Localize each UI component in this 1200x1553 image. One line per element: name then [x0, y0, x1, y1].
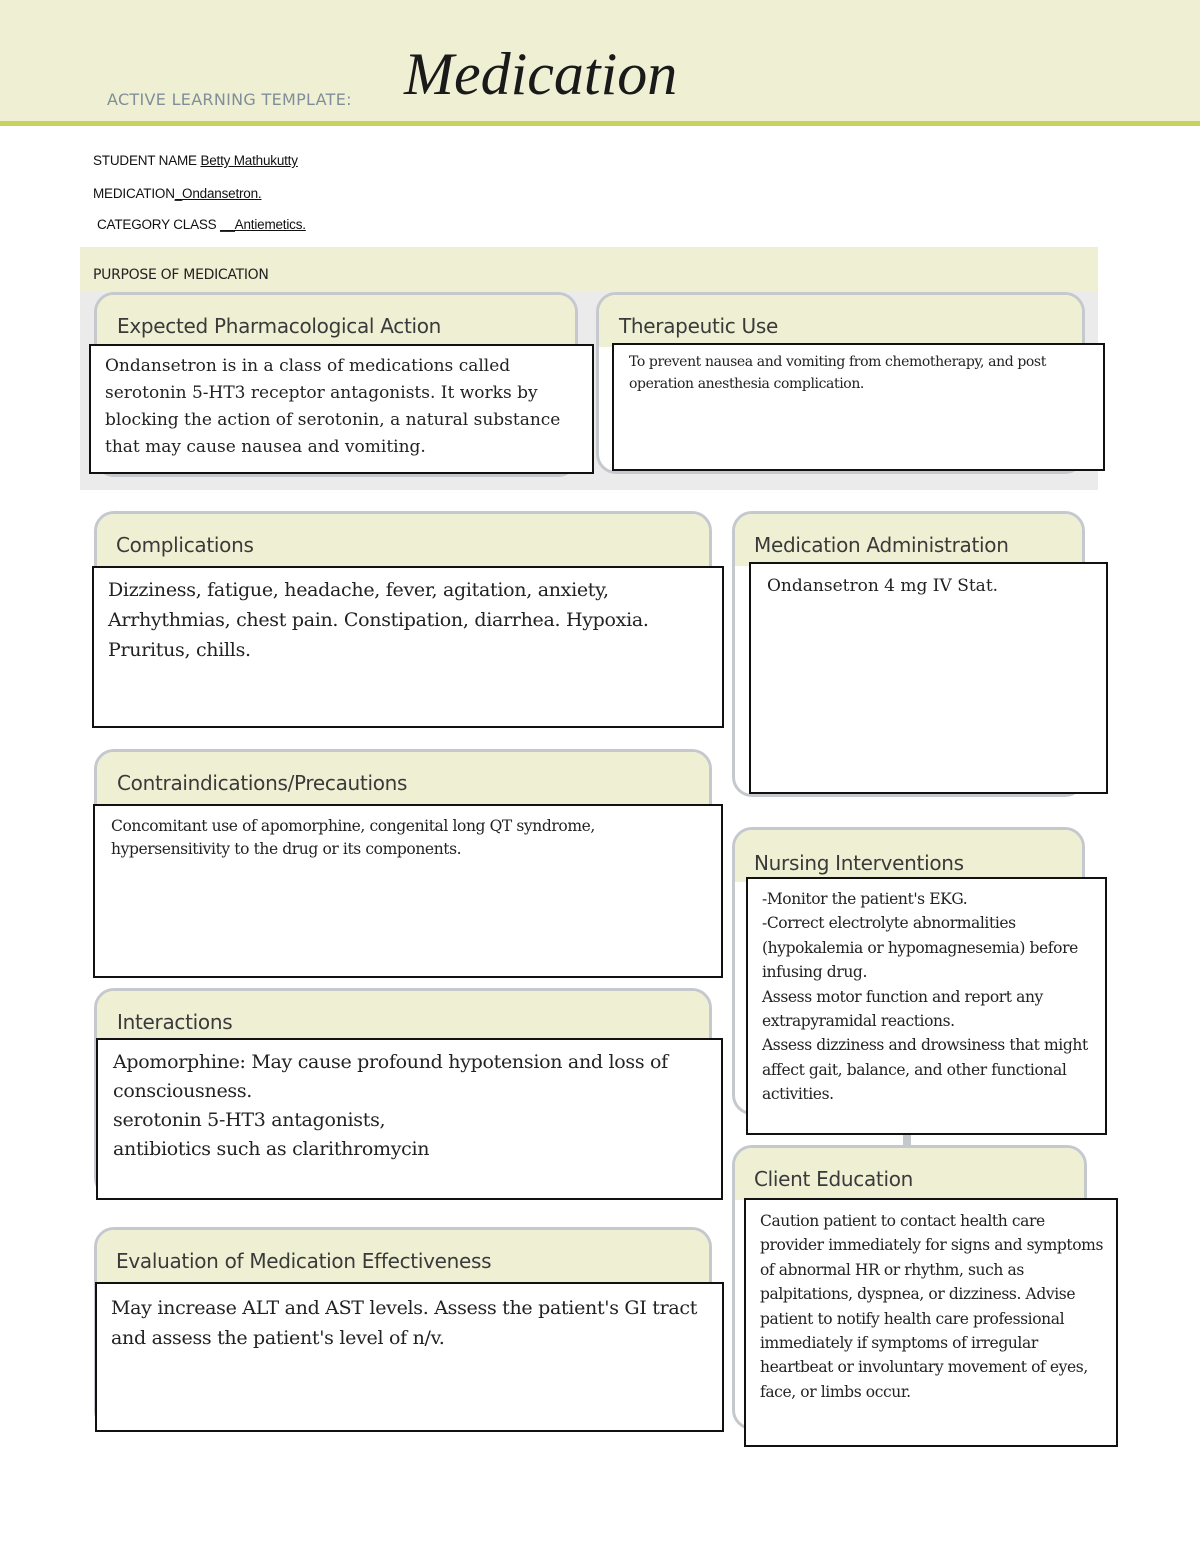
purpose-label: PURPOSE OF MEDICATION — [93, 267, 269, 283]
student-name-value: Betty Mathukutty — [200, 153, 298, 168]
contraindications-text: Concomitant use of apomorphine, congenital long QT syndrome, hypersensitivity to the drug or its components. — [111, 817, 595, 858]
evaluation-box — [95, 1282, 724, 1432]
client-education-box — [744, 1198, 1118, 1447]
contraindications-title: Contraindications/Precautions — [117, 771, 408, 795]
category-label: CATEGORY CLASS — [97, 217, 217, 232]
medication-value: _Ondansetron. — [174, 186, 262, 201]
category-line — [97, 217, 306, 232]
therapeutic-use-title: Therapeutic Use — [619, 314, 778, 338]
header-rule — [0, 121, 1200, 126]
evaluation-title: Evaluation of Medication Effectiveness — [116, 1249, 492, 1273]
interactions-box — [96, 1038, 723, 1200]
therapeutic-use-box — [612, 343, 1105, 471]
nursing-interventions-box — [746, 877, 1107, 1135]
expected-action-text: Ondansetron is in a class of medications called serotonin 5-HT3 receptor antagonists. It works by blocking the action of serotonin, a natural substance that may cause nausea and vomiting. — [105, 356, 561, 457]
medication-administration-text: Ondansetron 4 mg IV Stat. — [767, 576, 999, 596]
student-name-label: STUDENT NAME — [93, 153, 197, 168]
therapeutic-use-text: To prevent nausea and vomiting from chemotherapy, and post operation anesthesia complication. — [629, 354, 1046, 392]
expected-action-box — [89, 344, 594, 474]
medication-line — [93, 186, 261, 201]
complications-box — [92, 566, 724, 728]
nursing-interventions-text: -Monitor the patient's EKG. -Correct electrolyte abnormalities (hypokalemia or hypomagnesemia) before infusing drug. Assess motor function and report any extrapyramidal reactions. Assess dizziness and drowsiness that might affect gait, balance, and other functional activities. — [762, 890, 1088, 1104]
evaluation-text: May increase ALT and AST levels. Assess the patient's GI tract and assess the patient's level of n/v. — [111, 1297, 698, 1349]
interactions-text: Apomorphine: May cause profound hypotension and loss of consciousness. serotonin 5-HT3 antagonists, antibiotics such as clarithromycin — [113, 1051, 668, 1160]
nursing-interventions-title: Nursing Interventions — [754, 851, 964, 875]
medication-administration-box — [749, 562, 1108, 794]
student-name-line — [93, 153, 298, 168]
client-education-title: Client Education — [754, 1167, 914, 1191]
contraindications-box — [93, 804, 723, 978]
expected-action-title: Expected Pharmacological Action — [117, 314, 442, 338]
medication-label: MEDICATION — [93, 186, 175, 201]
interactions-title: Interactions — [117, 1010, 233, 1034]
page-title: Medication — [404, 41, 678, 107]
category-value: __Antiemetics. — [220, 217, 306, 232]
complications-text: Dizziness, fatigue, headache, fever, agitation, anxiety, Arrhythmias, chest pain. Constipation, diarrhea. Hypoxia. Pruritus, chills. — [108, 579, 649, 661]
medication-administration-title: Medication Administration — [754, 533, 1009, 557]
template-label: ACTIVE LEARNING TEMPLATE: — [107, 90, 352, 109]
client-education-text: Caution patient to contact health care provider immediately for signs and symptoms of abnormal HR or rhythm, such as palpitations, dyspnea, or dizziness. Advise patient to notify health care professional immediately if symptoms of irregular heartbeat or involuntary movement of eyes, face, or limbs occur. — [760, 1212, 1104, 1401]
complications-title: Complications — [116, 533, 254, 557]
